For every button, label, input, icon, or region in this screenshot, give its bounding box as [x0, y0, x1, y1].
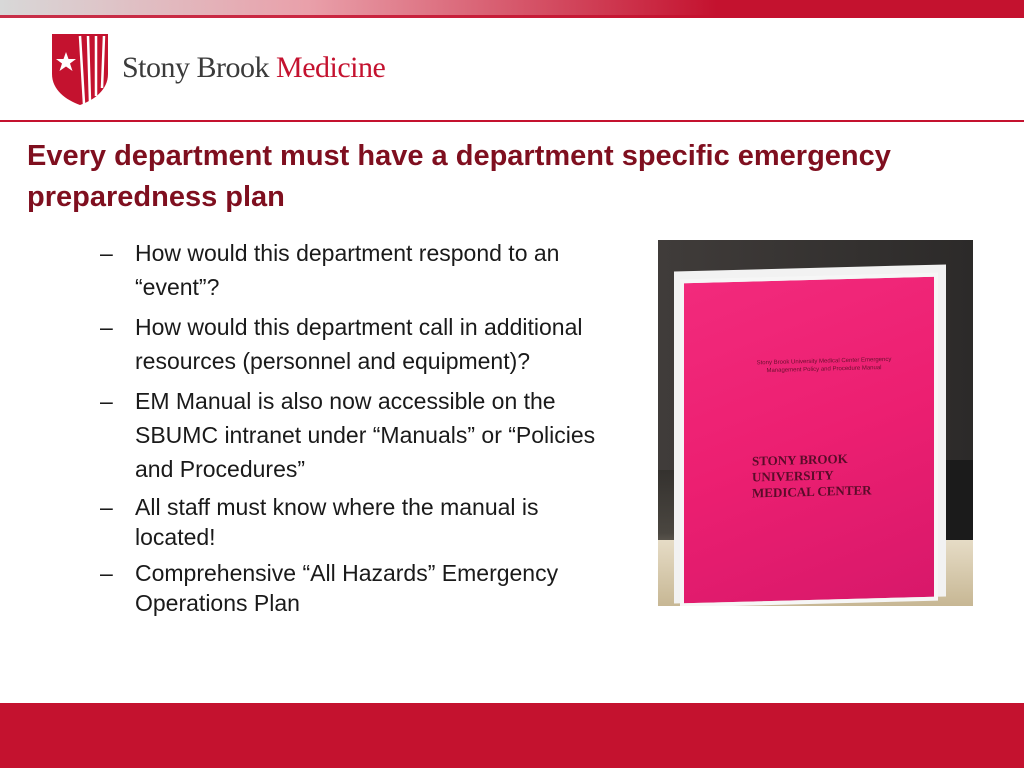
binder-label-small: Stony Brook University Medical Center Emergency Management Policy and Procedure Manual — [756, 356, 892, 375]
shield-icon — [50, 30, 110, 106]
logo-text-medicine: Medicine — [276, 51, 386, 84]
bullet-text: How would this department call in additional resources (personnel and equipment)? — [135, 314, 583, 374]
bullet-marker: – — [100, 314, 113, 340]
binder-photo — [658, 240, 973, 606]
bullet-list — [100, 236, 600, 624]
header-divider — [0, 120, 1024, 122]
bullet-item — [100, 310, 600, 378]
bullet-text: Comprehensive “All Hazards” Emergency Operations Plan — [135, 560, 559, 616]
pink-binder — [680, 273, 938, 606]
bullet-item — [100, 558, 600, 618]
logo-text-stony-brook: Stony Brook — [122, 51, 270, 84]
bullet-text: How would this department respond to an “event”? — [135, 240, 560, 300]
bullet-marker: – — [100, 388, 113, 414]
logo-wordmark — [122, 51, 385, 85]
bullet-text: All staff must know where the manual is located! — [135, 494, 539, 550]
top-decorative-bar — [0, 0, 1024, 18]
bullet-item — [100, 236, 600, 304]
bullet-item — [100, 492, 600, 552]
slide-title: Every department must have a department specific emergency preparedness plan — [27, 140, 891, 213]
bullet-marker: – — [100, 240, 113, 266]
stony-brook-medicine-logo — [50, 30, 385, 106]
binder-label-big: STONY BROOK UNIVERSITY MEDICAL CENTER — [752, 450, 872, 501]
bullet-item — [100, 384, 600, 486]
bullet-text: EM Manual is also now accessible on the SBUMC intranet under “Manuals” or “Policies and Procedures” — [135, 388, 596, 482]
bullet-marker: – — [100, 560, 113, 586]
bottom-decorative-bar — [0, 703, 1024, 768]
bullet-marker: – — [100, 494, 113, 520]
